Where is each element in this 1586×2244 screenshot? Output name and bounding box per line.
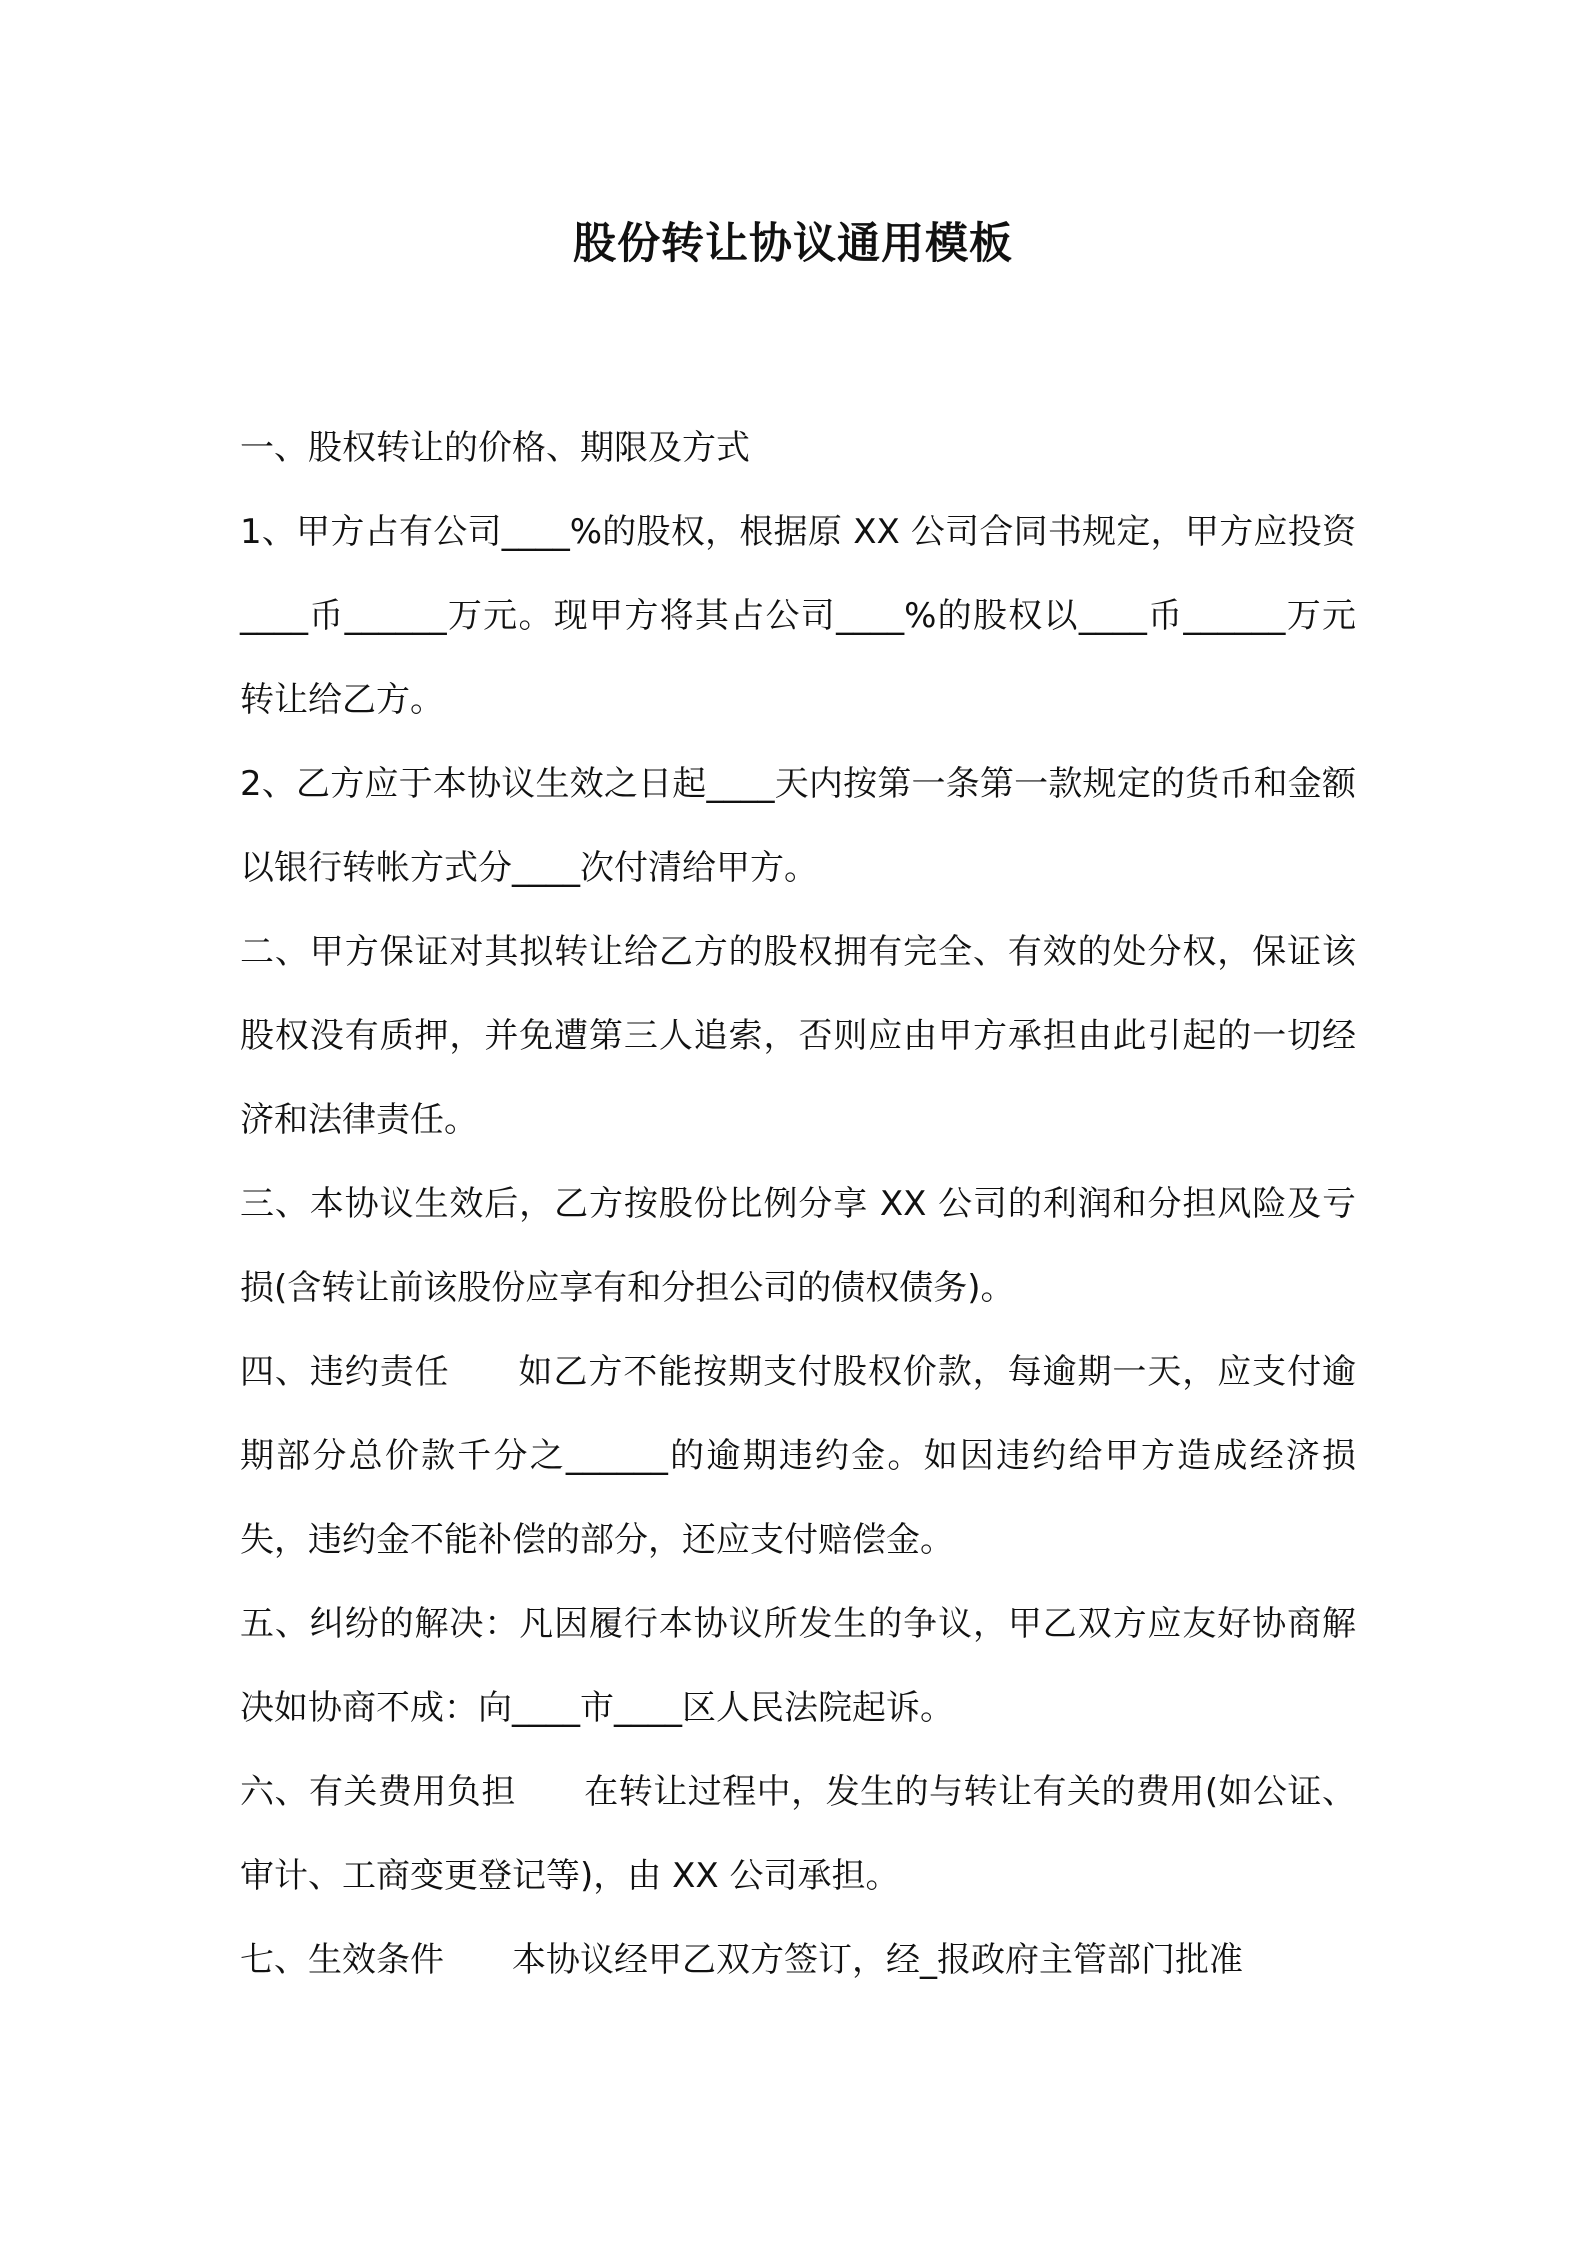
section-6 [240, 1750, 1356, 1918]
section-3: 三、本协议生效后，乙方按股份比例分享 XX 公司的利润和分担风险及亏损(含转让前该股份应享有和分担公司的债权债务)。 [240, 1184, 1356, 1308]
section-4 [240, 1330, 1356, 1582]
document-body [240, 406, 1356, 2002]
section-4-text: 如乙方不能按期支付股权价款，每逾期一天，应支付逾期部分总价款千分之______的逾期违约金。如因违约给甲方造成经济损失，违约金不能补偿的部分，还应支付赔偿金。 [240, 1352, 1357, 1560]
section-7-heading: 七、生效条件 [240, 1940, 444, 1980]
document-title: 股份转让协议通用模板 [573, 219, 1013, 269]
section-6-heading: 六、有关费用负担 [240, 1772, 516, 1812]
section-4-heading: 四、违约责任 [240, 1352, 450, 1392]
section-2: 二、甲方保证对其拟转让给乙方的股权拥有完全、有效的处分权，保证该股权没有质押，并免遭第三人追索，否则应由甲方承担由此引起的一切经济和法律责任。 [240, 932, 1356, 1140]
section-1-item-1: 1、甲方占有公司____%的股权，根据原 XX 公司合同书规定，甲方应投资____币______万元。现甲方将其占公司____%的股权以____币______万元转让给乙方。 [240, 512, 1356, 720]
section-1-heading: 一、股权转让的价格、期限及方式 [240, 428, 750, 468]
section-1-item-2: 2、乙方应于本协议生效之日起____天内按第一条第一款规定的货币和金额以银行转帐方式分____次付清给甲方。 [240, 764, 1356, 888]
section-6-text: 在转让过程中，发生的与转让有关的费用(如公证、审计、工商变更登记等)，由 XX 公司承担。 [240, 1772, 1357, 1896]
section-5: 五、纠纷的解决：凡因履行本协议所发生的争议，甲乙双方应友好协商解决如协商不成：向____市____区人民法院起诉。 [240, 1604, 1356, 1728]
section-7 [240, 1918, 1356, 2002]
section-7-text: 本协议经甲乙双方签订，经_报政府主管部门批准 [512, 1940, 1243, 1980]
